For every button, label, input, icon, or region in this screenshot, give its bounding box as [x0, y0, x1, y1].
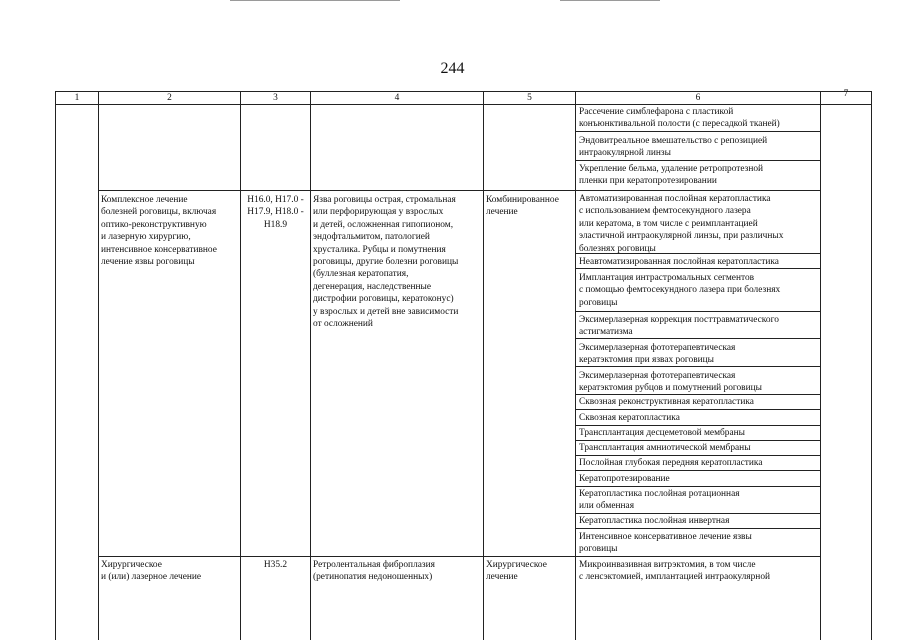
header-col-4: 4	[394, 93, 400, 103]
treatment-item: Эндовитреальное вмешательство с репозицией интраокулярной линзы	[579, 136, 768, 159]
treatment-item: Кератопластика послойная инвертная	[579, 516, 730, 526]
treatment-item: Неавтоматизированная послойная кератопластика	[579, 257, 779, 267]
treatment-item: Трансплантация амниотической мембраны	[579, 443, 751, 453]
treatment-separator	[575, 160, 821, 161]
treatment-separator	[575, 486, 821, 487]
condition-description: Ретролентальная фиброплазия (ретинопатия недоношенных)	[313, 560, 435, 583]
header-col-1: 1	[74, 93, 80, 103]
treatment-item: Автоматизированная послойная кератопластика с использованием фемтосекундного лазера или кератома, в том числе с реимплантацией эластичной интраокулярной линзы, при различных болезнях роговицы	[579, 194, 784, 254]
header-col-2: 2	[167, 93, 172, 103]
treatment-item: Интенсивное консервативное лечение язвы роговицы	[579, 532, 752, 555]
treatment-item: Трансплантация десцеметовой мембраны	[579, 428, 745, 438]
col-border-1	[98, 91, 99, 640]
header-col-7: 7	[843, 89, 849, 99]
treatment-item: Укрепление бельма, удаление ретропротезной пленки при кератопротезировании	[579, 164, 764, 187]
treatment-item: Имплантация интрастромальных сегментов с помощью фемтосекундного лазера при болезнях роговицы	[579, 273, 781, 308]
col-border-7	[871, 91, 872, 640]
col-border-0	[55, 91, 56, 640]
treatment-separator	[575, 513, 821, 514]
condition-description: Язва роговицы острая, стромальная или перфорирующая у взрослых и детей, осложненная гипопионом, эндофтальмитом, патологией хрусталика. Рубцы и помутнения роговицы, другие болезни роговицы (буллезная кератопатия, дегенерация, наследственные дистрофии роговицы, кератоконус) у взрослых и детей вне зависимости от осложнений	[313, 195, 459, 330]
header-col-6: 6	[695, 93, 701, 103]
icd-codes: H35.2	[263, 560, 288, 570]
group-separator-2	[98, 556, 821, 557]
col-border-3	[310, 91, 311, 640]
treatment-group-name: Комплексное лечение болезней роговицы, включая оптико-реконструктивную и лазерную хирургию, интенсивное консервативное лечение язвы роговицы	[101, 195, 217, 268]
treatment-item: Послойная глубокая передняя кератопластика	[579, 458, 763, 468]
group-separator-1	[98, 190, 821, 191]
treatment-item: Эксимерлазерная фототерапевтическая кератэктомия при язвах роговицы	[579, 343, 736, 366]
treatment-type: Хирургическое лечение	[486, 560, 547, 583]
treatment-separator	[575, 311, 821, 312]
treatment-item: Рассечение симблефарона с пластикой конъюнктивальной полости (с пересадкой тканей)	[579, 107, 780, 130]
treatment-separator	[575, 455, 821, 456]
treatment-type: Комбинированное лечение	[486, 195, 559, 218]
treatment-item: Эксимерлазерная коррекция посттравматического астигматизма	[579, 315, 779, 338]
treatment-item: Кератопротезирование	[579, 474, 670, 484]
col-border-4	[483, 91, 484, 640]
treatment-item: Эксимерлазерная фототерапевтическая кератэктомия рубцов и помутнений роговицы	[579, 371, 762, 394]
header-col-3: 3	[273, 93, 278, 103]
treatment-item: Сквозная реконструктивная кератопластика	[579, 397, 754, 407]
page-number: 244	[440, 60, 465, 77]
treatment-group-name: Хирургическое и (или) лазерное лечение	[101, 560, 202, 583]
treatment-separator	[575, 470, 821, 471]
treatment-separator	[575, 425, 821, 426]
treatment-separator	[575, 528, 821, 529]
treatment-item: Кератопластика послойная ротационная или обменная	[579, 489, 740, 512]
header-col-5: 5	[527, 93, 532, 103]
treatment-item: Сквозная кератопластика	[579, 413, 680, 423]
treatment-item: Микроинвазивная витрэктомия, в том числе с ленсэктомией, имплантацией интраокулярной	[579, 560, 771, 583]
treatment-separator	[575, 131, 821, 132]
treatment-separator	[575, 440, 821, 441]
treatment-separator	[575, 409, 821, 410]
icd-codes: H16.0, H17.0 - H17.9, H18.0 - H18.9	[247, 195, 304, 230]
col-border-2	[240, 91, 241, 640]
